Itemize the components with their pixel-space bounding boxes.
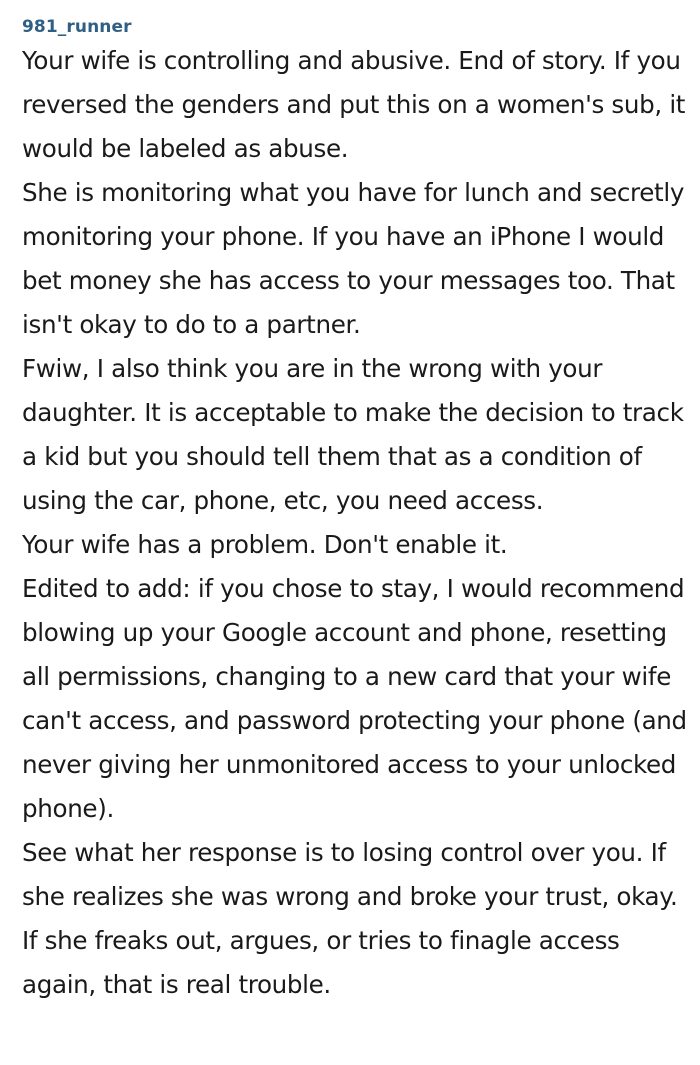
comment-paragraph: Edited to add: if you chose to stay, I would recommend blowing up your Google account and phone, resetting all permissions, changing to a new card that your wife can't access, and password protecting your phone (and never giving her unmonitored access to your unlocked phone). [22,574,687,823]
comment-paragraph: See what her response is to losing control over you. If she realizes she was wrong and broke your trust, okay. If she freaks out, argues, or tries to finagle access again, that is real trouble. [22,838,678,999]
comment-paragraph: She is monitoring what you have for lunch and secretly monitoring your phone. If you have an iPhone I would bet money she has access to your messages too. That isn't okay to do to a partner. [22,178,685,339]
comment-paragraph: Fwiw, I also think you are in the wrong with your daughter. It is acceptable to make the decision to track a kid but you should tell them that as a condition of using the car, phone, etc, you need access. [22,354,684,515]
comment-paragraph: Your wife is controlling and abusive. End of story. If you reversed the genders and put this on a women's sub, it would be labeled as abuse. [22,46,686,163]
comment-body [22,39,692,1007]
comment-username[interactable]: 981_runner [22,17,132,37]
comment [22,16,692,1007]
comment-paragraph: Your wife has a problem. Don't enable it. [22,530,508,559]
